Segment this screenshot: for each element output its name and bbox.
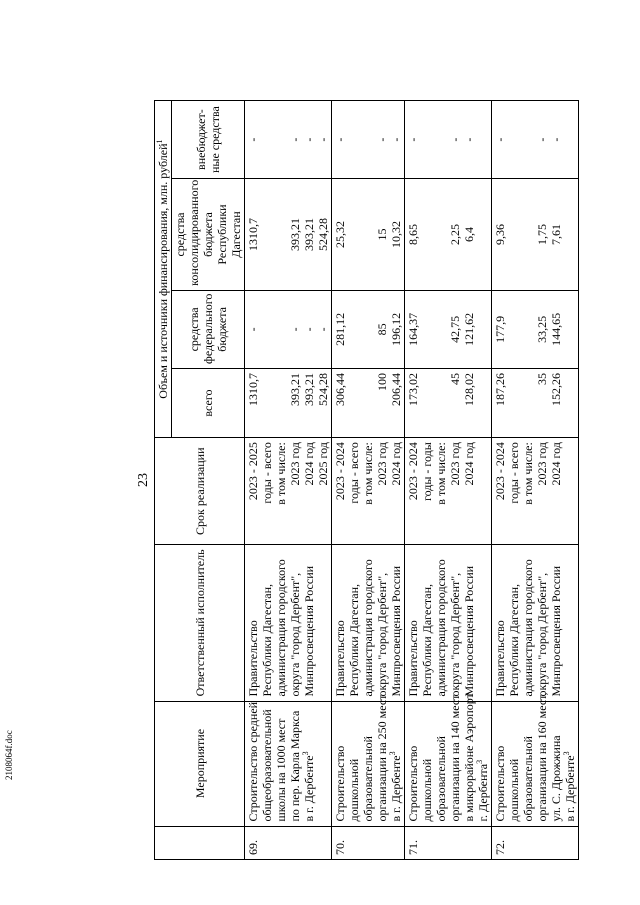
row-event (405, 693, 492, 826)
row-federal-value: 42,75 (448, 315, 462, 343)
executor-line: Республики Дагестан, (507, 583, 521, 697)
row-offbudget (332, 101, 405, 179)
executor-line: Минпросвещения России (389, 565, 403, 697)
row-period-value: 2024 год (302, 442, 316, 486)
row-regional-value: 7,61 (549, 224, 563, 246)
row-federal-value: 164,37 (406, 312, 420, 346)
executor-line: округа "город Дербент", (448, 572, 462, 697)
row-total-value: 152,26 (549, 372, 563, 406)
event-line-text: организации на 140 мест (448, 694, 462, 822)
row-total-value: 1310,7 (246, 372, 260, 406)
executor-line: Республики Дагестан, (347, 583, 361, 697)
row-period-value: в том числе: (521, 442, 535, 505)
row-number: 71. (405, 826, 492, 859)
row-offbudget-value (361, 105, 375, 174)
row-total-value (420, 373, 434, 433)
row-period-value: 2024 год (462, 442, 476, 486)
row-regional-value (521, 183, 535, 286)
row-federal-value (274, 295, 288, 364)
row-federal-value (507, 295, 521, 364)
executor-line: администрация городского (434, 559, 448, 697)
header-funding-group (155, 101, 172, 438)
table-row (245, 101, 332, 860)
row-federal-value: 196,12 (389, 312, 403, 346)
row-period-value: 2025 год (316, 442, 330, 486)
event-line (375, 694, 389, 822)
row-regional-value (434, 183, 448, 286)
row-offbudget-value: - (493, 137, 507, 142)
row-federal-value: 281,12 (333, 312, 347, 346)
event-line-text: Строительство (406, 745, 420, 822)
row-federal-value: - (288, 327, 302, 332)
row-offbudget-value (347, 105, 361, 174)
row-federal-value: 33,25 (535, 315, 549, 343)
row-federal-value: 121,62 (462, 312, 476, 346)
row-executor (492, 545, 579, 701)
executor-line: администрация городского (274, 559, 288, 697)
row-regional (245, 179, 332, 291)
row-total-value (361, 373, 375, 433)
event-line-text: школы на 1000 мест (274, 718, 288, 822)
row-regional-value (347, 183, 361, 286)
header-funding-label: Объем и источники финансирования, млн. рублей (156, 143, 170, 399)
row-total (492, 368, 579, 437)
row-federal-value (420, 295, 434, 364)
event-line (260, 706, 274, 822)
event-line (288, 706, 302, 822)
row-total-value (347, 373, 361, 433)
executor-line: округа "город Дербент", (288, 572, 302, 697)
row-regional-value: 15 (375, 228, 389, 241)
row-period-value: 2024 год (389, 442, 403, 486)
event-line (420, 706, 434, 822)
event-line-text: г. Дербента (476, 763, 490, 822)
row-federal (245, 290, 332, 368)
header-total: всего (172, 368, 245, 437)
row-offbudget-value (521, 105, 535, 174)
row-offbudget (245, 101, 332, 179)
row-period-value: 2024 год (549, 442, 563, 486)
header-offbudget: внебюджет-ные средства (172, 101, 245, 179)
row-period-value: 2023 - 2024 (493, 442, 507, 501)
event-line-text: ул. С. Дрожжина (549, 735, 563, 822)
row-total-value: 306,44 (333, 372, 347, 406)
row-federal (332, 290, 405, 368)
event-line (246, 701, 260, 822)
event-footnote-sup: 3 (562, 751, 571, 756)
row-period (405, 438, 492, 545)
row-total (245, 368, 332, 437)
event-line (448, 694, 462, 822)
row-offbudget-value (507, 105, 521, 174)
row-event (492, 692, 579, 826)
event-line-text: организации на 160 мест, (535, 692, 549, 822)
row-executor (405, 545, 492, 701)
row-period (332, 438, 405, 545)
row-regional (332, 179, 405, 291)
event-line (302, 706, 316, 822)
event-line (406, 706, 420, 822)
row-federal-value: - (246, 327, 260, 332)
row-period-value: годы - всего (347, 442, 361, 504)
event-line-text: организации на 250 мест (375, 694, 389, 822)
row-regional-value (507, 183, 521, 286)
event-line (434, 706, 448, 822)
row-federal-value (361, 295, 375, 364)
event-footnote-sup: 3 (388, 751, 397, 756)
event-line-text: в г. Дербенте (563, 755, 577, 822)
row-period-value: в том числе: (361, 442, 375, 505)
row-total-value: 173,02 (406, 372, 420, 406)
row-offbudget (405, 101, 492, 179)
row-offbudget-value: - (406, 137, 420, 142)
row-regional-value: 1310,7 (246, 218, 260, 252)
row-federal-value: - (316, 327, 330, 332)
rotated-page (128, 100, 577, 860)
executor-line: Правительство (246, 620, 260, 697)
row-offbudget-value: - (549, 137, 563, 142)
event-line-text: образовательной (434, 736, 448, 822)
row-total-value: 206,44 (389, 372, 403, 406)
header-funding-sup: 1 (155, 139, 164, 144)
event-line (462, 693, 476, 822)
row-total-value: 524,28 (316, 372, 330, 406)
event-line-text: Строительство средней (246, 701, 260, 822)
event-line (274, 706, 288, 822)
header-federal: средства федерального бюджета (172, 290, 245, 368)
event-line (563, 706, 577, 822)
event-line (347, 706, 361, 822)
event-line (507, 706, 521, 822)
row-offbudget-value: - (246, 137, 260, 142)
event-line-text: Строительство (493, 745, 507, 822)
row-offbudget-value: - (316, 137, 330, 142)
row-period-value: в том числе: (274, 442, 288, 505)
row-regional-value: 393,21 (302, 218, 316, 252)
table-header-row-1 (155, 101, 172, 860)
executor-line: администрация городского (361, 559, 375, 697)
row-regional-value: 9,36 (493, 224, 507, 246)
row-executor (245, 545, 332, 701)
row-period-value: 2023 - 2024 (333, 442, 347, 501)
row-regional-value (274, 183, 288, 286)
event-line (549, 706, 563, 822)
event-line-text: в г. Дербенте (302, 755, 316, 822)
row-offbudget-value: - (448, 137, 462, 142)
row-total-value: 393,21 (302, 372, 316, 406)
row-total-value: 393,21 (288, 372, 302, 406)
event-line-text: в микрорайоне Аэропорт (462, 693, 476, 822)
event-line-text: по пер. Карла Маркса (288, 710, 302, 822)
row-federal-value (260, 295, 274, 364)
table-body (245, 101, 579, 860)
row-period (492, 438, 579, 545)
executor-line: Республики Дагестан, (260, 583, 274, 697)
executor-line: Минпросвещения России (549, 565, 563, 697)
row-regional-value (361, 183, 375, 286)
table-row (492, 101, 579, 860)
row-regional-value: 8,65 (406, 224, 420, 246)
row-offbudget-value (420, 105, 434, 174)
row-period-value: 2023 год (375, 442, 389, 486)
row-number: 69. (245, 826, 332, 859)
row-total-value: 35 (535, 372, 549, 385)
file-label: 2108064f.doc (4, 730, 14, 780)
row-total-value (507, 373, 521, 433)
event-footnote-sup: 3 (301, 751, 310, 756)
row-offbudget-value: - (389, 137, 403, 142)
row-regional-value: 524,28 (316, 218, 330, 252)
row-regional-value (420, 183, 434, 286)
event-line (493, 706, 507, 822)
row-regional-value: 2,25 (448, 224, 462, 246)
row-regional (405, 179, 492, 291)
header-executor: Ответственный исполнитель (155, 545, 245, 701)
header-regional: средства консолидированного бюджета Республики Дагестан (172, 179, 245, 291)
row-number: 72. (492, 826, 579, 859)
row-period-value: годы - всего (507, 442, 521, 504)
row-total-value (521, 373, 535, 433)
table-row (332, 101, 405, 860)
executor-line: администрация городского (521, 559, 535, 697)
row-regional (492, 179, 579, 291)
row-federal-value: 85 (375, 323, 389, 336)
row-period-value: в том числе: (434, 442, 448, 505)
row-executor (332, 545, 405, 701)
page-number: 23 (136, 473, 151, 487)
row-total-value: 128,02 (462, 372, 476, 406)
row-offbudget-value: - (462, 137, 476, 142)
executor-line: Правительство (406, 620, 420, 697)
event-line-text: образовательной (521, 736, 535, 822)
event-line (389, 706, 403, 822)
funding-table (154, 100, 579, 860)
row-offbudget-value: - (288, 137, 302, 142)
event-line-text: образовательной (361, 736, 375, 822)
row-federal-value (521, 295, 535, 364)
event-line (333, 706, 347, 822)
row-period-value: годы - всего (260, 442, 274, 504)
header-event: Мероприятие (155, 701, 245, 826)
row-period-value: 2023 - 2024 (406, 442, 420, 501)
executor-line: округа "город Дербент", (375, 572, 389, 697)
row-period-value: 2023 год (288, 442, 302, 486)
row-regional-value (260, 183, 274, 286)
row-total-value: 187,26 (493, 372, 507, 406)
row-offbudget-value (434, 105, 448, 174)
row-offbudget-value: - (302, 137, 316, 142)
row-offbudget-value: - (535, 137, 549, 142)
row-period-value: годы - годы (420, 442, 434, 502)
event-line-text: дошкольной (507, 758, 521, 822)
row-total-value: 45 (448, 372, 462, 385)
row-federal-value: 144,65 (549, 312, 563, 346)
row-total-value: 100 (375, 372, 389, 391)
row-regional-value: 393,21 (288, 218, 302, 252)
executor-line: Минпросвещения России (462, 565, 476, 697)
event-line (476, 706, 490, 822)
event-line (535, 692, 549, 822)
row-federal (492, 290, 579, 368)
row-federal-value: 177,9 (493, 315, 507, 343)
row-offbudget-value (274, 105, 288, 174)
row-total-value (434, 373, 448, 433)
table-row (405, 101, 492, 860)
event-line (361, 706, 375, 822)
row-period-value: 2023 - 2025 (246, 442, 260, 501)
executor-line: Минпросвещения России (302, 565, 316, 697)
header-num (155, 826, 245, 859)
executor-line: округа "город Дербент", (535, 572, 549, 697)
row-period-value: 2023 год (448, 442, 462, 486)
row-federal-value (347, 295, 361, 364)
event-line-text: дошкольной (347, 758, 361, 822)
row-event (245, 701, 332, 826)
executor-line: Правительство (493, 620, 507, 697)
row-offbudget (492, 101, 579, 179)
row-offbudget-value (260, 105, 274, 174)
row-offbudget-value: - (375, 137, 389, 142)
row-number: 70. (332, 826, 405, 859)
row-regional-value: 6,4 (462, 227, 476, 243)
event-line-text: дошкольной (420, 758, 434, 822)
row-regional-value: 10,32 (389, 221, 403, 249)
event-footnote-sup: 3 (475, 759, 484, 764)
row-federal (405, 290, 492, 368)
row-total-value (260, 373, 274, 433)
event-line-text: общеобразовательной (260, 709, 274, 822)
row-regional-value: 1,75 (535, 224, 549, 246)
row-federal-value (434, 295, 448, 364)
row-federal-value: - (302, 327, 316, 332)
row-regional-value: 25,32 (333, 221, 347, 249)
event-line (521, 706, 535, 822)
executor-line: Правительство (333, 620, 347, 697)
event-line-text: Строительство (333, 745, 347, 822)
row-event (332, 694, 405, 826)
header-period: Срок реализации (155, 438, 245, 545)
row-total (405, 368, 492, 437)
event-line-text: в г. Дербенте (389, 755, 403, 822)
row-total (332, 368, 405, 437)
row-offbudget-value: - (333, 137, 347, 142)
row-period (245, 438, 332, 545)
row-period-value: 2023 год (535, 442, 549, 486)
row-total-value (274, 373, 288, 433)
executor-line: Республики Дагестан, (420, 583, 434, 697)
